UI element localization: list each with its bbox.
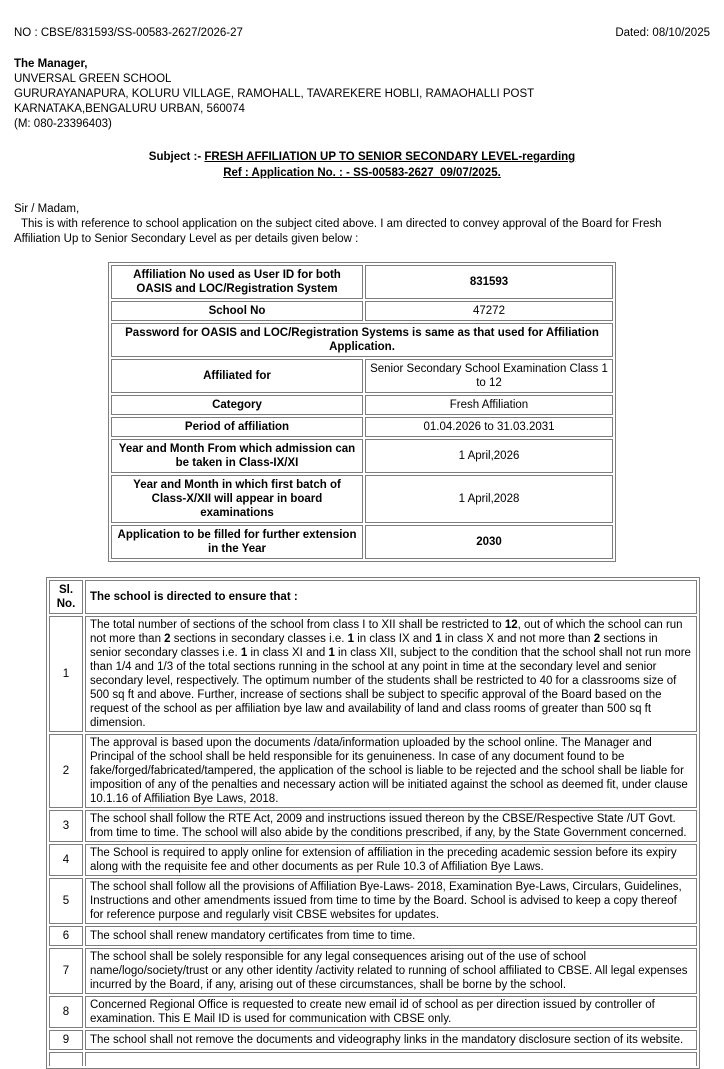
ref-number: NO : CBSE/831593/SS-00583-2627/2026-27 (14, 27, 243, 39)
salutation: Sir / Madam, (14, 203, 80, 215)
detail-row (111, 475, 613, 523)
condition-row (49, 810, 697, 842)
condition-number: 2 (49, 734, 83, 808)
ref-line: Ref : Application No. : - SS-00583-2627_09/07/2025. (223, 167, 501, 179)
condition-number: 9 (49, 1030, 83, 1050)
condition-text (85, 1052, 697, 1066)
detail-value: 1 April,2026 (365, 439, 613, 473)
address-line-1: GURURAYANAPURA, KOLURU VILLAGE, RAMOHALL, TAVAREKERE HOBLI, RAMAOHALLI POST (14, 88, 535, 100)
affiliation-details-table (108, 262, 616, 562)
detail-row (111, 265, 613, 299)
detail-label: Affiliation No used as User ID for both OASIS and LOC/Registration System (111, 265, 363, 299)
condition-number: 1 (49, 616, 83, 732)
condition-number: 4 (49, 844, 83, 876)
letter-date: Dated: 08/10/2025 (615, 27, 710, 39)
condition-number: 8 (49, 996, 83, 1028)
sl-no-header: Sl. No. (49, 580, 83, 614)
subject-line (0, 149, 724, 165)
detail-value: Senior Secondary School Examination Class 1 to 12 (365, 359, 613, 393)
subject-block (0, 149, 724, 181)
detail-label: Year and Month From which admission can be taken in Class-IX/XI (111, 439, 363, 473)
recipient-title: The Manager, (14, 58, 88, 70)
detail-value: Fresh Affiliation (365, 395, 613, 415)
conditions-header: The school is directed to ensure that : (85, 580, 697, 614)
condition-number (49, 1052, 83, 1066)
phone-number: (M: 080-23396403) (14, 118, 112, 130)
condition-text: The school shall not remove the documents and videography links in the mandatory disclosure section of its website. (85, 1030, 697, 1050)
condition-row (49, 1030, 697, 1050)
condition-row (49, 616, 697, 732)
condition-text: The School is required to apply online for extension of affiliation in the preceding academic session before its expiry along with the requisite fee and other documents as per Rule 10.3 of Affiliation Bye Laws. (85, 844, 697, 876)
condition-row (49, 878, 697, 924)
condition-number: 6 (49, 926, 83, 946)
detail-label: Affiliated for (111, 359, 363, 393)
subject-text: FRESH AFFILIATION UP TO SENIOR SECONDARY LEVEL-regarding (204, 151, 576, 163)
subject-label: Subject :- (148, 151, 205, 163)
condition-text: The school shall follow the RTE Act, 2009 and instructions issued thereon by the CBSE/Respective State /UT Govt. from time to time. The school will also abide by the conditions prescribed, if any, by the State Government concerned. (85, 810, 697, 842)
detail-row (111, 525, 613, 559)
detail-value: 47272 (365, 301, 613, 321)
detail-value: 1 April,2028 (365, 475, 613, 523)
school-name: UNVERSAL GREEN SCHOOL (14, 73, 172, 85)
detail-value: 01.04.2026 to 31.03.2031 (365, 417, 613, 437)
detail-row (111, 359, 613, 393)
condition-number: 3 (49, 810, 83, 842)
detail-label: Year and Month in which first batch of Class-X/XII will appear in board examinations (111, 475, 363, 523)
condition-text: Concerned Regional Office is requested to create new email id of school as per direction issued by controller of examination. This E Mail ID is used for communication with CBSE only. (85, 996, 697, 1028)
detail-row (111, 301, 613, 321)
recipient-block (0, 41, 724, 132)
detail-label: Category (111, 395, 363, 415)
detail-value: 2030 (365, 525, 613, 559)
conditions-table (46, 577, 700, 1069)
condition-number: 7 (49, 948, 83, 994)
detail-row (111, 417, 613, 437)
condition-row (49, 926, 697, 946)
condition-row (49, 948, 697, 994)
condition-number: 5 (49, 878, 83, 924)
condition-text: The school shall be solely responsible for any legal consequences arising out of the use of school name/logo/society/trust or any other identity /activity related to running of school affiliated to CBSE. All legal expenses incurred by the Board, if any, arising out of these circumstances, shall be borne by the school. (85, 948, 697, 994)
detail-value: 831593 (365, 265, 613, 299)
letter-header (0, 0, 724, 41)
condition-row (49, 734, 697, 808)
condition-text: The school shall follow all the provisions of Affiliation Bye-Laws- 2018, Examination Bye-Laws, Circulars, Guidelines, Instructions and other amendments issued from time to time by the Board. School is advised to keep a copy thereof for reference purpose and regularly visit CBSE websites for updates. (85, 878, 697, 924)
condition-row-partial (49, 1052, 697, 1066)
detail-row (111, 439, 613, 473)
password-note-cell: Password for OASIS and LOC/Registration Systems is same as that used for Affiliation Application. (111, 323, 613, 357)
condition-text: The school shall renew mandatory certificates from time to time. (85, 926, 697, 946)
detail-row (111, 323, 613, 357)
detail-label: Period of affiliation (111, 417, 363, 437)
condition-text: The total number of sections of the school from class I to XII shall be restricted to 12, out of which the school can run not more than 2 sections in secondary classes i.e. 1 in class IX and 1 in class X and not more than 2 sections in senior secondary classes i.e. 1 in class XI and 1 in class XII, subject to the condition that the school shall not run more than 1/4 and 1/3 of the total sections running in the school at any point in time at the secondary level and senior secondary level, respectively. The optimum number of the students shall be restricted to 40 for a classrooms size of 500 sq ft and above. Further, increase of sections shall be subject to specific approval of the Board based on the request of the school as per affiliation bye law and availability of land and class rooms of greater than 500 sq ft dimension. (85, 616, 697, 732)
detail-label: Application to be filled for further extension in the Year (111, 525, 363, 559)
condition-row (49, 996, 697, 1028)
detail-label: School No (111, 301, 363, 321)
intro-paragraph: This is with reference to school application on the subject cited above. I am directed to convey approval of the Board for Fresh Affiliation Up to Senior Secondary Level as per details given below : (14, 218, 662, 245)
condition-row (49, 844, 697, 876)
detail-row (111, 395, 613, 415)
address-line-2: KARNATAKA,BENGALURU URBAN, 560074 (14, 103, 245, 115)
conditions-header-row (49, 580, 697, 614)
condition-text: The approval is based upon the documents /data/information uploaded by the school online. The Manager and Principal of the school shall be held responsible for its genuineness. In case of any document found to be fake/forged/fabricated/tampered, the application of the school is liable to be rejected and the school shall be liable for imposition of any of the penalties and necessary action will be initiated against the school as deemed fit, under clause 10.1.16 of Affiliation Bye Laws, 2018. (85, 734, 697, 808)
